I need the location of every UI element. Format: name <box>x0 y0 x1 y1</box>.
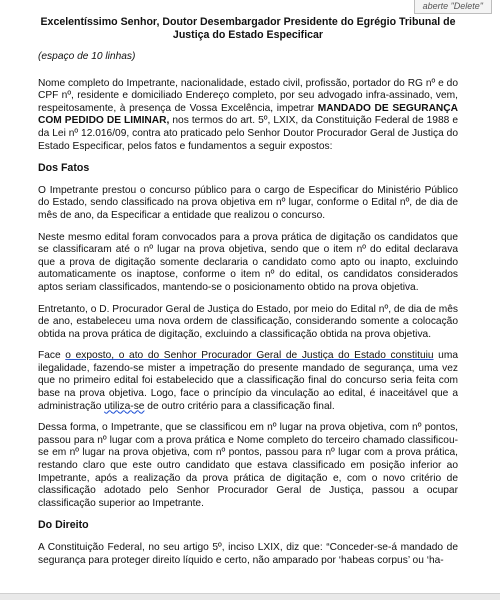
bottom-scroll-strip <box>0 593 500 600</box>
section-heading-law: Do Direito <box>38 519 89 532</box>
facts-paragraph-5: Dessa forma, o Impetrante, que se classificou em nº lugar na prova objetiva, com nº pontos, passou para nº lugar com a prova prática e Nome completo do terceiro chamado classificou-se em nº lugar na prova objetiva, com nº pontos, passou para nº lugar com a prova prática, restando claro que este outro candidato que estava classificado em posição inferior ao Impetrante, após a realização da prova prática de digitação e, com o novo critério de classificação adotado pelo Senhor Procurador Geral de Justiça, passou a ocupar classificação superior ao Impetrante. <box>38 422 458 509</box>
section-heading-facts: Dos Fatos <box>38 162 90 175</box>
intro-text-1: Nome completo do Impetrante, nacionalidade, estado civil, profissão, portador do RG nº e do CPF nº, residente e domiciliado Endereço completo, por seu advogado infra-assinado, vem, respeitosamente, à presença de Vossa Excelência, impetrar <box>38 77 458 114</box>
facts-paragraph-1: O Impetrante prestou o concurso público para o cargo de Especificar do Ministério Público do Estado, sendo classificado na prova objetiva em nº lugar, conforme o Edital nº, de dia de mês de ano, da Especificar a entidade que realizou o concurso. <box>38 184 458 221</box>
document-page[interactable] <box>38 16 458 576</box>
grammar-underlined-text[interactable]: o exposto, o ato do Senhor Procurador Geral de Justiça do Estado constituiu <box>65 350 434 362</box>
document-title: Excelentíssimo Senhor, Doutor Desembargador Presidente do Egrégio Tribunal de Justiça do Estado Especificar <box>40 16 456 41</box>
facts-p4-text-b: uma ilegalidade, fazendo-se mister a impetração do presente mandado de segurança, uma vez que no primeiro edital foi estabelecido que a classificação final do concurso seria feita com base na prova objetiva. Logo, face o princípio da vinculação ao edital, é inaceitável que a administração <box>38 350 458 412</box>
facts-paragraph-2: Neste mesmo edital foram convocados para a prova prática de digitação os candidatos que se classificaram até o nº lugar na prova objetiva, sendo que o item nº do edital declarava que a prova de digitação somente declararia o candidato como apto ou inapto, excluindo automaticamente os inaptose, conforme o item nº do edital, os candidatos considerados aptos seriam classificados, mantendo-se o posicionamento obtido na prova objetiva. <box>38 231 458 293</box>
delete-tooltip: aberte "Delete" <box>414 0 492 14</box>
spellcheck-flagged-word[interactable]: utiliza-se <box>104 400 145 412</box>
facts-p4-text-c: de outro critério para a classificação final. <box>144 400 335 412</box>
intro-text-2: nos termos do art. 5º, LXIX, da Constituição Federal de 1988 e da Lei nº 12.016/09, contra ato praticado pelo Senhor Doutor Procurador Geral de Justiça do Estado Especificar, pelos fatos e fundamentos a seguir expostos: <box>38 115 458 152</box>
intro-bold-text: MANDADO DE SEGURANÇA COM PEDIDO DE LIMINAR, <box>38 102 458 127</box>
facts-paragraph-4 <box>38 350 458 413</box>
space-note: (espaço de 10 linhas) <box>38 51 136 62</box>
facts-paragraph-3: Entretanto, o D. Procurador Geral de Justiça do Estado, por meio do Edital nº, de dia de mês de ano, estabeleceu uma nova ordem de classificação, considerando somente a colocação obtida na prova prática de digitação, excluindo a classificação obtida na prova objetiva. <box>38 303 458 340</box>
facts-p4-text-a: Face <box>38 350 66 362</box>
intro-paragraph <box>38 78 458 154</box>
law-paragraph-1: A Constituição Federal, no seu artigo 5º, inciso LXIX, diz que: “Conceder-se-á mandado de segurança para proteger direito líquido e certo, não amparado por ‘habeas corpus’ ou ‘ha- <box>38 542 458 566</box>
